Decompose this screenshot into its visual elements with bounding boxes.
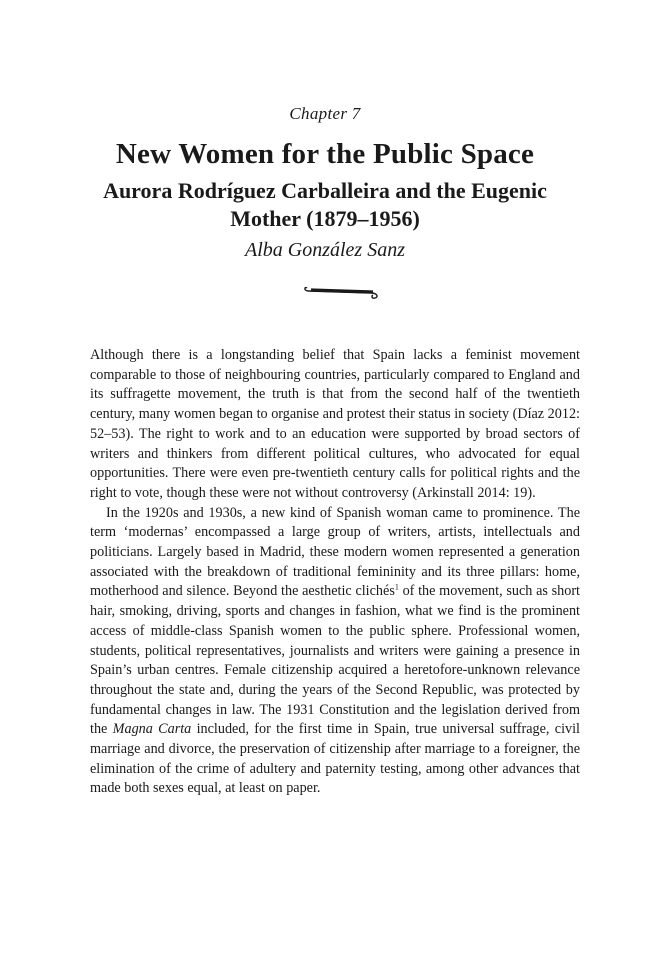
paragraph-2-part-b: of the movement, such as short hair, smoking, driving, sports and changes in fashion, what we find is the prominent access of middle-class Spanish women to the public sphere. Professional women, students, political representatives, journalists and writers were gaining a presence in Spain’s urban centres. Female citizenship acquired a heretofore-unknown relevance throughout the state and, during the years of the Second Republic, was protected by fundamental changes in law. The 1931 Constitution and the legislation derived from the [90, 583, 580, 738]
body-text [90, 346, 580, 799]
chapter-label: Chapter 7 [289, 104, 361, 123]
paragraph-2 [90, 504, 580, 800]
paragraph-2-part-a: In the 1920s and 1930s, a new kind of Spanish woman came to prominence. The term ‘modernas’ encompassed a large group of writers, artists, intellectuals and politicians. Largely based in Madrid, these modern women represented a generation associated with the breakdown of traditional femininity and its three pillars: home, motherhood and silence. Beyond the aesthetic clichés [90, 504, 580, 600]
ornament-rule-icon [303, 282, 383, 302]
paragraph-1: Although there is a longstanding belief that Spain lacks a feminist movement comparable to those of neighbouring countries, particularly compared to England and its suffragette movement, the truth is that from the second half of the twentieth century, many women began to organise and protest their status in society (Díaz 2012: 52–53). The right to work and to an education were supported by broad sectors of writers and thinkers from different political cultures, who advocated for equal opportunities. There were even pre-twentieth century calls for political rights and the right to vote, though these were not without controversy (Arkinstall 2014: 19). [90, 347, 580, 501]
chapter-subtitle-line-2: Mother (1879–1956) [230, 206, 420, 231]
footnote-marker[interactable]: 1 [394, 582, 399, 592]
italic-term: Magna Carta [112, 721, 192, 738]
chapter-author: Alba González Sanz [245, 239, 405, 261]
paragraph-2-part-c: included, for the first time in Spain, true universal suffrage, civil marriage and divorce, the preservation of citizenship after marriage to a foreigner, the elimination of the crime of adultery and paternity testing, among other advances that made both sexes equal, at least on paper. [90, 721, 580, 797]
chapter-subtitle [0, 177, 650, 233]
chapter-subtitle-line-1: Aurora Rodríguez Carballeira and the Eugenic [103, 178, 547, 203]
chapter-title: New Women for the Public Space [115, 138, 535, 170]
